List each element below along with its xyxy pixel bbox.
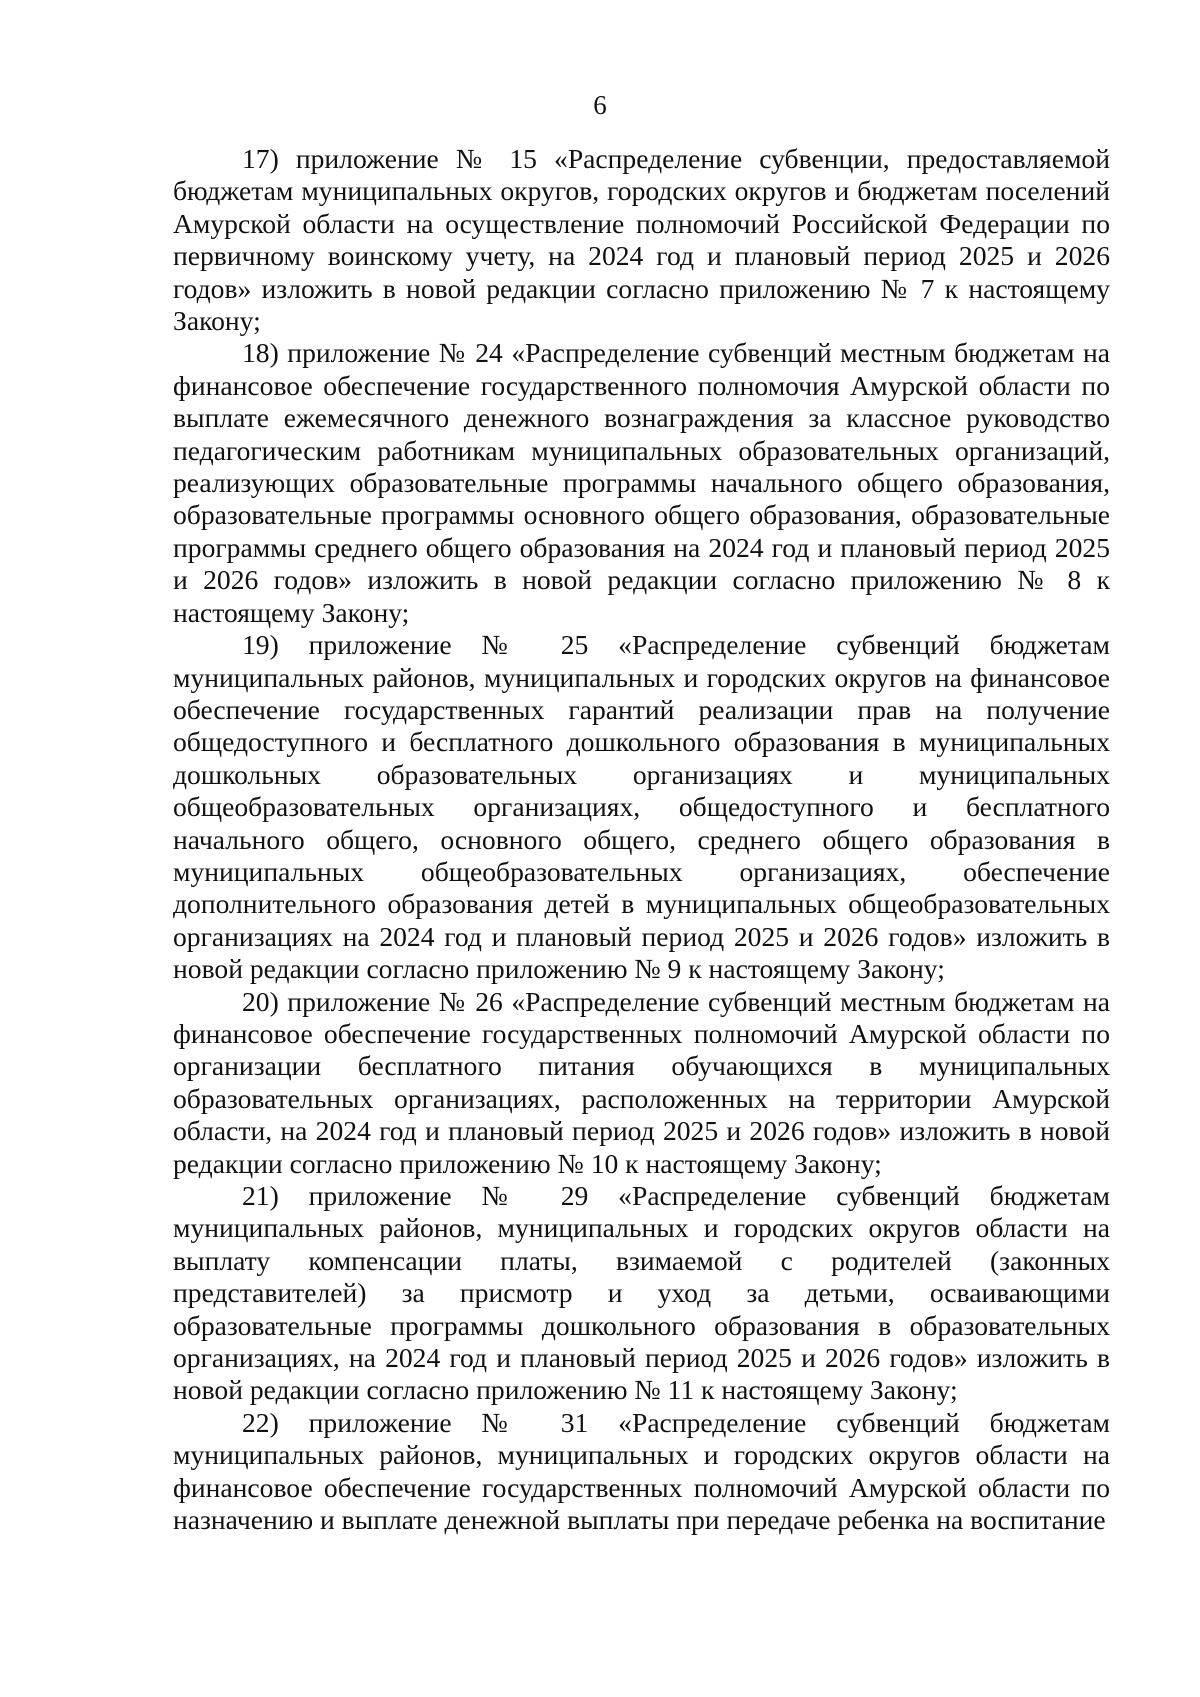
- document-body: [173, 143, 1110, 1536]
- paragraph-item-20: 20) приложение № 26 «Распределение субвенций местным бюджетам на финансовое обеспечение государственных полномочий Амурской области по организации бесплатного питания обучающихся в муниципальных образовательных организациях, расположенных на территории Амурской области, на 2024 год и плановый период 2025 и 2026 годов» изложить в новой редакции согласно приложению № 10 к настоящему Закону;: [173, 985, 1110, 1179]
- paragraph-item-21: 21) приложение № 29 «Распределение субвенций бюджетам муниципальных районов, муниципальных и городских округов области на выплату компенсации платы, взимаемой с родителей (законных представителей) за присмотр и уход за детьми, осваивающими образовательные программы дошкольного образования в образовательных организациях, на 2024 год и плановый период 2025 и 2026 годов» изложить в новой редакции согласно приложению № 11 к настоящему Закону;: [173, 1180, 1110, 1406]
- paragraph-item-18: 18) приложение № 24 «Распределение субвенций местным бюджетам на финансовое обеспечение государственного полномочия Амурской области по выплате ежемесячного денежного вознаграждения за классное руководство педагогическим работникам муниципальных образовательных организаций, реализующих образовательные программы начального общего образования, образовательные программы основного общего образования, образовательные программы среднего общего образования на 2024 год и плановый период 2025 и 2026 годов» изложить в новой редакции согласно приложению № 8 к настоящему Закону;: [173, 337, 1110, 628]
- page-number: 6: [593, 90, 607, 120]
- paragraph-item-22: 22) приложение № 31 «Распределение субвенций бюджетам муниципальных районов, муниципальных и городских округов области на финансовое обеспечение государственных полномочий Амурской области по назначению и выплате денежной выплаты при передаче ребенка на воспитание: [173, 1406, 1110, 1536]
- paragraph-item-19: 19) приложение № 25 «Распределение субвенций бюджетам муниципальных районов, муниципальных и городских округов на финансовое обеспечение государственных гарантий реализации прав на получение общедоступного и бесплатного дошкольного образования в муниципальных дошкольных образовательных организациях и муниципальных общеобразовательных организациях, общедоступного и бесплатного начального общего, основного общего, среднего общего образования в муниципальных общеобразовательных организациях, обеспечение дополнительного образования детей в муниципальных общеобразовательных организациях на 2024 год и плановый период 2025 и 2026 годов» изложить в новой редакции согласно приложению № 9 к настоящему Закону;: [173, 629, 1110, 985]
- paragraph-item-17: 17) приложение № 15 «Распределение субвенции, предоставляемой бюджетам муниципальных округов, городских округов и бюджетам поселений Амурской области на осуществление полномочий Российской Федерации по первичному воинскому учету, на 2024 год и плановый период 2025 и 2026 годов» изложить в новой редакции согласно приложению № 7 к настоящему Закону;: [173, 143, 1110, 337]
